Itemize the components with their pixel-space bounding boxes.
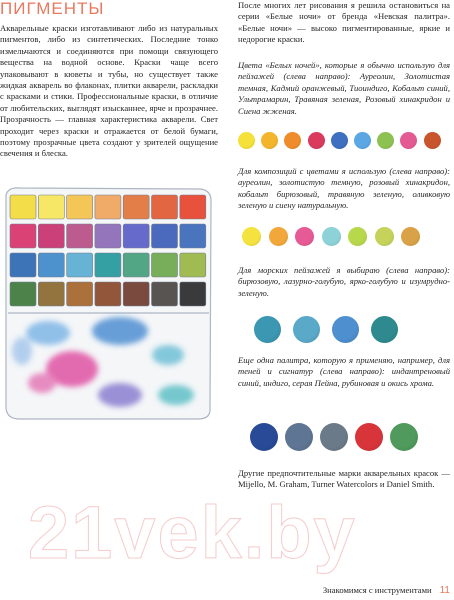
- palette-svg: [0, 183, 218, 423]
- color-swatch-row4-3: [320, 423, 348, 451]
- caption-shadow-palette: Еще одна палитра, которую я применяю, например, для теней и сигнатур (слева направо): индантреновый синий, индиго, серая Пейна, рубиновая и окись хрома.: [238, 355, 450, 388]
- paint-pan-row2-2: [38, 224, 64, 248]
- color-swatch-row2-3: [295, 227, 314, 246]
- color-swatch-row1-5: [331, 132, 348, 149]
- color-swatch-row1-7: [377, 132, 394, 149]
- caption-landscape-colors: Цвета «Белых ночей», которые я обычно использую для пейзажей (слева направо): Ауреолин, Золотистая темная, Кадмий оранжевый, Тиоиндиго, Кобальт синий, Ультрамарин, Травяная зеленая, Розовый хинакридон и Сиена жженая.: [238, 60, 450, 116]
- paint-pan-row2-7: [180, 224, 206, 248]
- footer-section-title: Знакомимся с инструментами: [322, 585, 432, 595]
- swatch-row-seascape: [238, 316, 450, 343]
- color-swatch-row1-2: [261, 132, 278, 149]
- color-swatch-row1-9: [424, 132, 441, 149]
- watercolor-palette-illustration: [0, 183, 218, 423]
- caption-seascape-colors: Для морских пейзажей я выбираю (слева направо): бирюзовую, лазурно-голубую, ярко-голубую и изумрудно-зеленую.: [238, 265, 450, 298]
- section-heading: ПИГМЕНТЫ: [0, 0, 105, 18]
- color-swatch-row2-7: [401, 227, 420, 246]
- page-number: 11: [439, 585, 450, 596]
- paint-pan-row3-2: [38, 253, 64, 277]
- color-swatch-row3-2: [293, 316, 320, 343]
- color-swatch-row4-2: [285, 423, 313, 451]
- paint-pan-row3-4: [95, 253, 121, 277]
- paint-pan-row4-5: [123, 282, 149, 306]
- pigments-paragraph: Акварельные краски изготавливают либо из натуральных пигментов, либо из синтетических. Последние тонко измельчаются и соединяются при помощи связующего вещества на водной основе. Краски чаще всего упаковывают в кюветы и тубы, но существует также жидкая акварель во флаконах, плитки акварели, раскладки с красками и стики. Профессиональные краски, в отличие от любительских, выглядят изысканнее, ярче и прозрачнее. Прозрачность — главная характеристика акварели. Свет проходит через краски и отражается от белой бумаги, поэтому прозрачные цвета создают у зрителей ощущение свечения и блеска.: [0, 23, 218, 159]
- paint-pan-row2-3: [67, 224, 93, 248]
- paint-pan-row3-3: [67, 253, 93, 277]
- paint-pan-row3-5: [123, 253, 149, 277]
- swatch-row-flowers: [238, 227, 450, 246]
- paint-pan-row2-6: [152, 224, 178, 248]
- color-swatch-row4-5: [390, 423, 418, 451]
- brand-intro-paragraph: После многих лет рисования я решила остановиться на серии «Белые ночи» от бренда «Невская палитра». «Белые ночи» — высоко пигментированные, яркие и недорогие краски.: [238, 0, 450, 45]
- paint-pan-row1-7: [180, 195, 206, 219]
- page-footer: [323, 585, 450, 596]
- paint-pan-row2-5: [123, 224, 149, 248]
- paint-pan-row1-4: [95, 195, 121, 219]
- paint-pan-row4-2: [38, 282, 64, 306]
- swatch-row-landscape: [238, 132, 450, 149]
- paint-pan-row3-6: [152, 253, 178, 277]
- color-swatch-row3-1: [254, 316, 281, 343]
- color-swatch-row1-6: [354, 132, 371, 149]
- paint-pan-row2-4: [95, 224, 121, 248]
- paint-pan-row4-1: [10, 282, 36, 306]
- color-swatch-row4-4: [355, 423, 383, 451]
- color-swatch-row2-5: [348, 227, 367, 246]
- paint-pan-row2-1: [10, 224, 36, 248]
- paint-pan-row1-5: [123, 195, 149, 219]
- color-swatch-row2-4: [322, 227, 341, 246]
- paint-pan-row1-2: [38, 195, 64, 219]
- color-swatch-row1-1: [238, 132, 255, 149]
- paint-pan-row3-1: [10, 253, 36, 277]
- paint-pan-row4-7: [180, 282, 206, 306]
- color-swatch-row4-1: [250, 423, 278, 451]
- paint-pan-row3-7: [180, 253, 206, 277]
- paint-pan-row1-1: [10, 195, 36, 219]
- color-swatch-row1-4: [308, 132, 325, 149]
- paint-pan-row4-6: [152, 282, 178, 306]
- color-swatch-row1-3: [284, 132, 301, 149]
- color-swatch-row2-1: [242, 227, 261, 246]
- paint-pan-row4-3: [67, 282, 93, 306]
- color-swatch-row2-2: [269, 227, 288, 246]
- caption-flower-colors: Для композиций с цветами я использую (слева направо): ауреолин, золотистую темную, розовый хинакридон, кобальт бирюзовый, травяную зеленую, оливковую зеленую и сиену натуральную.: [238, 166, 450, 211]
- color-swatch-row3-3: [332, 316, 359, 343]
- color-swatch-row2-6: [375, 227, 394, 246]
- paint-pan-row1-3: [67, 195, 93, 219]
- paint-pan-row4-4: [95, 282, 121, 306]
- color-swatch-row3-4: [371, 316, 398, 343]
- other-brands-paragraph: Другие предпочтительные марки акварельных красок — Mijello, M. Graham, Turner Watercolors и Daniel Smith.: [238, 468, 450, 490]
- color-swatch-row1-8: [400, 132, 417, 149]
- watermark-logo: 21vek.by: [28, 491, 357, 574]
- paint-pan-row1-6: [152, 195, 178, 219]
- swatch-row-shadows: [238, 423, 450, 451]
